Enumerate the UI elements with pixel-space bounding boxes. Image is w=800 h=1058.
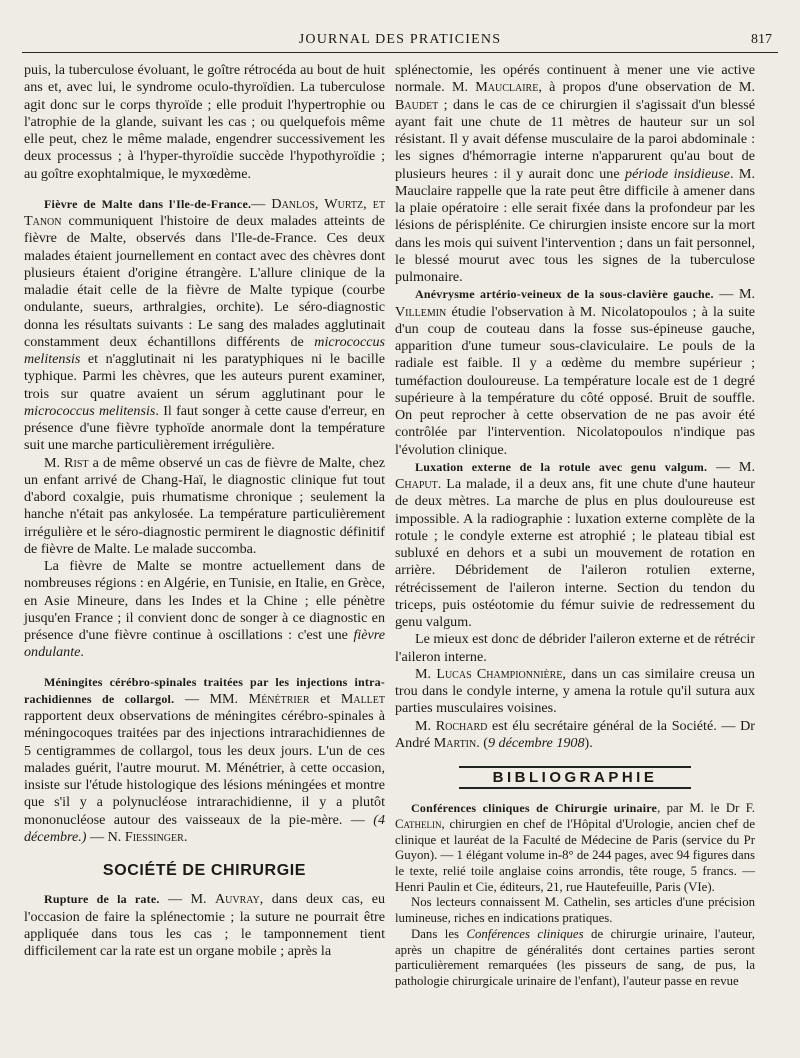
section-title-societe-chirurgie: SOCIÉTÉ DE CHIRURGIE [102, 862, 307, 879]
paragraph-nos-lecteurs: Nos lecteurs connaissent M. Cathelin, ses articles d'une précision lumineuse, riches en indications pratiques. [395, 895, 755, 926]
paragraph-luxation: Luxation externe de la rotule avec genu valgum. — M. Chaput. La malade, il a deux ans, fit une chute d'une hauteur de deux mètres. La marche de plus en plus douloureuse est impossible. A la radiographie : luxation externe complète de la rotule ; le condyle externe est atrophié ; le plateau tibial est subluxé en dehors et a subi un mouvement de rotation en arrière. Débridement de l'aileron rotulien externe, rétrécissement de l'aileron interne. Section du tendon du triceps, puis ostéotomie du fémur suivie de redressement du genu valgum. [395, 458, 755, 630]
heading-meningites: Méningites cérébro-spinales traitées par les injections intra-rachidiennes de collargol. [24, 674, 385, 706]
bibliography-entry [395, 801, 755, 989]
heading-conferences: Conférences cliniques de Chirurgie urinaire [411, 801, 658, 816]
paragraph-debrider: Le mieux est donc de débrider l'aileron externe et de rétrécir l'aileron interne. [395, 631, 755, 665]
paragraph-splenectomie: splénectomie, les opérés continuent à mener une vie active normale. M. Mauclaire, à propos d'une observation de M. Baudet ; dans le cas de ce chirurgien il s'agissait d'un blessé ayant fait une chute de 11 mètres de hauteur sur un sol résistant. Il y avait défense musculaire de la paroi abdominale : les signes d'hémorragie interne n'apparurent qu'au bout de plusieurs heures : il y aurait donc une période insidieuse. M. Mauclaire rappelle que la rate peut être difficile à amener dans la plaie opératoire : elle serait fixée dans la profondeur par les lésions de périsplénite. Ce chirurgien insiste encore sur la mort dans les mois qui suivent l'intervention ; dans un fait personnel, le blessé mourut avec tous les signes de la tuberculose pulmonaire. [395, 62, 755, 285]
journal-title: JOURNAL DES PRATICIENS [298, 32, 502, 47]
section-title-bibliographie: BIBLIOGRAPHIE [459, 766, 692, 789]
paragraph-rupture-rate: Rupture de la rate. — M. Auvray, dans deux cas, eu l'occasion de faire la splénectomie ; la suture ne pourrait être appliquée dans tous les cas ; le tamponnement tient difficilement car la rate est un organe mobile ; après la [24, 891, 385, 959]
paragraph-anevrysme: Anévrysme artério-veineux de la sous-clavière gauche. — M. Villemin étudie l'observation à M. Nicolatopoulos ; à la suite d'un coup de couteau dans la fosse sus-épineuse gauche, apparition d'une tumeur sous-claviculaire. Le pouls de la radiale est faible. Il y a œdème du membre supérieur ; tuméfaction douloureuse. La température locale est de 1 degré supérieure à la température du côté opposé. Bruit de souffle. On peut reprocher à cette observation de ne pas avoir été contrôlée par l'intervention. Nicolatopoulos n'indique pas l'évolution clinique. [395, 286, 756, 458]
heading-luxation: Luxation externe de la rotule avec genu valgum. [415, 459, 708, 474]
heading-anevrysme: Anévrysme artério-veineux de la sous-clavière gauche. [415, 287, 714, 302]
right-column [395, 62, 755, 990]
bibliographie-banner [395, 766, 755, 789]
paragraph-rochard: M. Rochard est élu secrétaire général de la Société. — Dr André Martin. (9 décembre 1908). [395, 717, 755, 751]
heading-fievre-malte: Fièvre de Malte dans l'Ile-de-France. [44, 196, 252, 211]
heading-rupture-rate: Rupture de la rate. [44, 892, 160, 907]
paragraph-fievre-malte: Fièvre de Malte dans l'Ile-de-France.— Danlos, Wurtz, et Tanon communiquent l'histoire de deux malades atteints de fièvre de Malte, observés dans l'Ile-de-France. Ces deux malades étaient journellement en contact avec des chèvres dont plusieurs étaient d'origine étrangère. L'allure clinique de la maladie était celle de la fièvre de Malte typique (courbe ondulante, sueurs, arthralgies, orchite). Le séro-diagnostic donna les résultats suivants : Le sang des malades agglutinait constamment deux échantillons différents de micrococcus melitensis et n'agglutinait ni les paratyphiques ni le bacille typhique. Parmi les chèvres, que les auteurs purent examiner, trois sur quatre avaient un sérum agglutinant pour le micrococcus melitensis. Il faut songer à cette cause d'erreur, en présence d'une fièvre typhoïde anormale dont la température suit une marche particulièrement irrégulière. [24, 195, 385, 454]
paragraph-conferences: Conférences cliniques de Chirurgie urinaire, par M. le Dr F. Cathelin, chirurgien en chef de l'Hôpital d'Urologie, ancien chef de clinique et lauréat de la Faculté de Médecine de Paris (service du Pr Guyon). — 1 élégant volume in-8° de 244 pages, avec 94 figures dans le texte, relié toile anglaise coins arrondis, tête rouge, 5 francs. — Henri Paulin et Cie, éditeurs, 21, rue Hautefeuille, Paris (VIe). [395, 801, 755, 894]
page-number: 817 [751, 32, 772, 47]
paragraph-malte-regions: La fièvre de Malte se montre actuellement dans de nombreuses régions : en Algérie, en Tunisie, en Italie, en Grèce, en Asie Mineure, dans les Indes et la Chine ; elle pénètre jusqu'en France ; il convient donc de songer à ce diagnostic en présence d'une fièvre continue à oscillations : c'est une fièvre ondulante. [24, 558, 385, 661]
left-column [24, 62, 385, 960]
running-header [22, 32, 778, 53]
paragraph-tuberculose: puis, la tuberculose évoluant, le goître rétrocéda au bout de huit ans et, avec lui, le syndrome oculo-thyroïdien. La tuberculose agit donc sur le corps thyroïde ; elle produit l'hypertrophie ou l'atrophie de la glande, suivant les cas ; ou quelquefois même elle peut, chez le même malade, engendrer successivement les deux processus ; à l'hyper-thyroïdie succède l'hypothyroïdie ; au goître exophtalmique, le myxœdème. [24, 62, 385, 182]
paragraph-dans-les-conferences: Dans les Conférences cliniques de chirurgie urinaire, l'auteur, après un chapitre de généralités dont certaines parties seront particulièrement remarquées (les pisseurs de sang, de pus, la pathologie chirurgicale urinaire de l'enfant), l'auteur passe en revue [395, 926, 755, 988]
paragraph-meningites: Méningites cérébro-spinales traitées par les injections intra-rachidiennes de collargol. — MM. Ménétrier et Mallet rapportent deux observations de méningites cérébro-spinales à méningocoques traitées par des injections intrarachidiennes de 5 centigrammes de collargol, tous les deux jours. L'un de ces malades guérit, l'autre mourut. M. Ménétrier, à cette occasion, insiste sur l'étude histologique des lésions méningées et montre que s'il y a polynucléose intrarachidienne, il y a plutôt mononucléose autour des vaisseaux de la pie-mère. — (4 décembre.) — N. Fiessinger. [24, 674, 385, 845]
paragraph-lucas-championniere: M. Lucas Championnière, dans un cas similaire creusa un trou dans le condyle interne, y amena la rotule qu'il sutura aux parties musculaires voisines. [395, 665, 755, 717]
paragraph-rist: M. Rist a de même observé un cas de fièvre de Malte, chez un enfant arrivé de Chang-Haï, le diagnostic clinique fut tout d'abord coxalgie, puis rhumatisme chronique ; seulement la hanche n'était pas ankylosée. La température particulièrement irrégulière et le séro-diagnostic permirent le diagnostic définitif de fièvre de Malte. Le malade succomba. [24, 454, 385, 557]
